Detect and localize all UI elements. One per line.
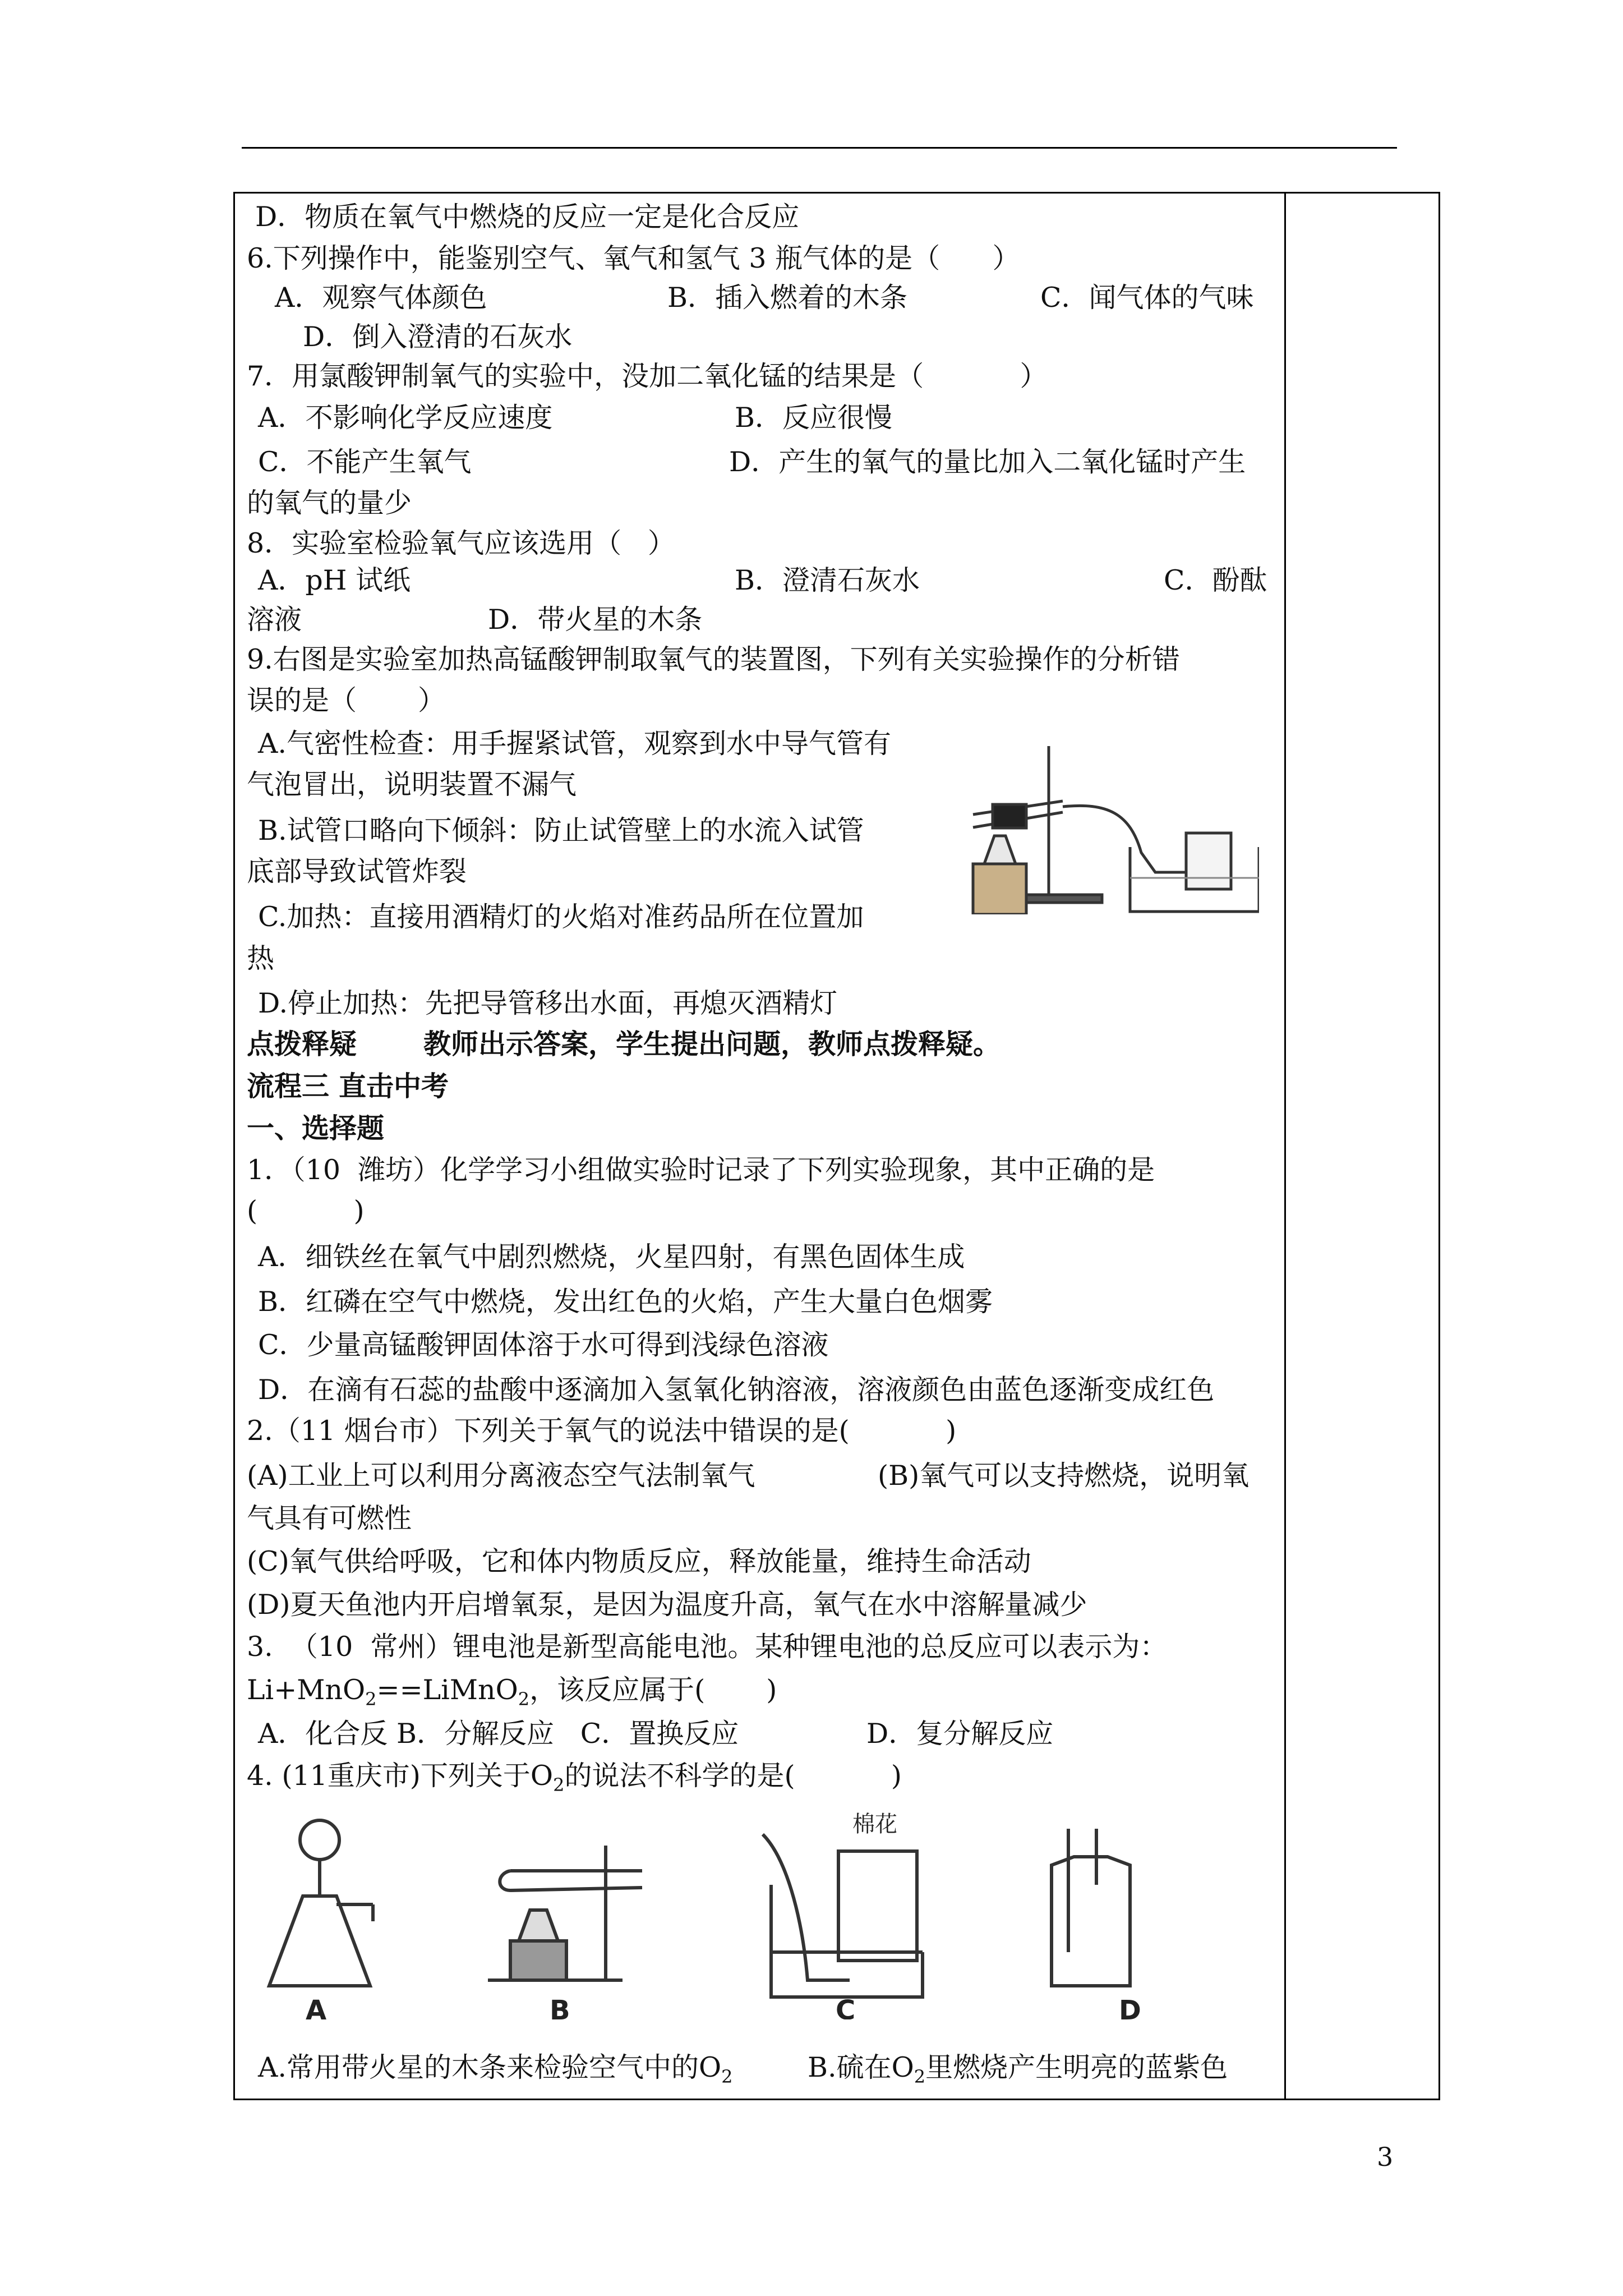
q9-option-b: B.试管口略向下倾斜：防止试管壁上的水流入试管	[258, 815, 864, 846]
q6-option-c: C．闻气体的气味	[1040, 282, 1254, 314]
q5-option-d: D．物质在氧气中燃烧的反应一定是化合反应	[255, 201, 800, 233]
gas-apparatus-figure	[255, 1812, 1203, 2019]
exam-q1-option-b: B．红磷在空气中燃烧，发出红色的火焰，产生大量白色烟雾	[258, 1286, 993, 1318]
section-heading-choice: 一、选择题	[247, 1112, 385, 1144]
exam-q3-stem: 3. （10 常州）锂电池是新型高能电池。某种锂电池的总反应可以表示为：	[247, 1631, 1168, 1663]
section-heading-process-3: 流程三 直击中考	[247, 1070, 449, 1102]
figure-label-c: C	[836, 1995, 856, 2019]
q8-option-a: A．pH 试纸	[258, 564, 411, 596]
exam-q1-blank: ( )	[247, 1195, 365, 1227]
q7-option-d-cont: 的氧气的量少	[247, 487, 412, 519]
exam-q2-option-c: (C)氧气供给呼吸，它和体内物质反应，释放能量，维持生命活动	[247, 1545, 1031, 1577]
figure-label-a: A	[306, 1995, 327, 2019]
q8-option-b: B．澄清石灰水	[735, 564, 920, 596]
exam-q2-stem: 2.（11 烟台市）下列关于氧气的说法中错误的是( )	[247, 1415, 957, 1447]
exam-q1-option-a: A．细铁丝在氧气中剧烈燃烧，火星四射，有黑色固体生成	[258, 1241, 965, 1273]
q9-option-c-cont: 热	[247, 942, 275, 974]
q7-option-c: C．不能产生氧气	[258, 446, 472, 478]
q7-stem: 7．用氯酸钾制氧气的实验中，没加二氧化锰的结果是（ ）	[247, 360, 1048, 392]
q8-stem: 8．实验室检验氧气应该选用（ ）	[247, 527, 675, 559]
exam-q2-option-a: (A)工业上可以利用分离液态空气法制氧气	[247, 1460, 755, 1492]
figure-label-b: B	[550, 1995, 570, 2019]
q8-option-d: D．带火星的木条	[488, 604, 703, 636]
q6-option-a: A．观察气体颜色	[275, 282, 487, 314]
exam-q1-option-c: C．少量高锰酸钾固体溶于水可得到浅绿色溶液	[258, 1329, 829, 1361]
page-number: 3	[1377, 2142, 1394, 2172]
header-rule	[242, 147, 1397, 149]
kmno4-apparatus-figure	[962, 746, 1259, 914]
exam-q2-option-b: (B)氧气可以支持燃烧，说明氧	[878, 1460, 1249, 1492]
table-column-divider	[1284, 192, 1286, 2100]
q9-option-d: D.停止加热：先把导管移出水面，再熄灭酒精灯	[258, 987, 838, 1019]
q7-option-d: D．产生的氧气的量比加入二氧化锰时产生	[729, 446, 1246, 478]
exam-q3-option-d: D．复分解反应	[866, 1718, 1054, 1750]
q6-option-b: B．插入燃着的木条	[667, 282, 908, 314]
guidance-text: 教师出示答案，学生提出问题，教师点拨释疑。	[423, 1028, 1001, 1060]
q7-option-b: B．反应很慢	[735, 402, 893, 434]
exam-q1-stem: 1．（10 潍坊）化学学习小组做实验时记录了下列实验现象，其中正确的是	[247, 1154, 1155, 1186]
exam-q3-options: A．化合反 B．分解反应 C．置换反应	[258, 1718, 739, 1750]
exam-q4-option-a: A.常用带火星的木条来检验空气中的$O_2$	[258, 2051, 733, 2087]
q6-stem: 6.下列操作中，能鉴别空气、氧气和氢气 3 瓶气体的是（ ）	[247, 242, 1020, 274]
q9-option-b-cont: 底部导致试管炸裂	[247, 855, 467, 887]
guidance-heading: 点拨释疑	[247, 1028, 357, 1060]
exam-q1-option-d: D．在滴有石蕊的盐酸中逐滴加入氢氧化钠溶液，溶液颜色由蓝色逐渐变成红色	[258, 1374, 1215, 1406]
exam-q3-equation: Li+MnO$_2$==LiMnO$_2$，该反应属于( )	[247, 1674, 777, 1710]
exam-q4-stem: 4. (11重庆市)下列关于$O_2$的说法不科学的是( )	[247, 1760, 902, 1796]
exam-q2-option-d: (D)夏天鱼池内开启增氧泵，是因为温度升高，氧气在水中溶解量减少	[247, 1589, 1087, 1621]
q9-stem-cont: 误的是（ ）	[247, 684, 446, 716]
q7-option-a: A．不影响化学反应速度	[258, 402, 553, 434]
q9-option-a: A.气密性检查：用手握紧试管，观察到水中导气管有	[258, 728, 891, 760]
figure-label-d: D	[1119, 1995, 1141, 2019]
q8-option-c-cont: 溶液	[247, 604, 302, 636]
cotton-label: 棉花	[852, 1812, 897, 1837]
q9-stem: 9.右图是实验室加热高锰酸钾制取氧气的装置图，下列有关实验操作的分析错	[247, 643, 1180, 675]
q9-option-a-cont: 气泡冒出，说明装置不漏气	[247, 769, 577, 800]
exam-q4-option-b: B.硫在$O_2$里燃烧产生明亮的蓝紫色	[808, 2051, 1228, 2087]
q9-option-c: C.加热：直接用酒精灯的火焰对准药品所在位置加	[258, 901, 864, 933]
q6-option-d: D．倒入澄清的石灰水	[303, 321, 573, 353]
exam-q2-option-b-cont: 气具有可燃性	[247, 1502, 412, 1534]
q8-option-c: C．酚酞	[1164, 564, 1267, 596]
